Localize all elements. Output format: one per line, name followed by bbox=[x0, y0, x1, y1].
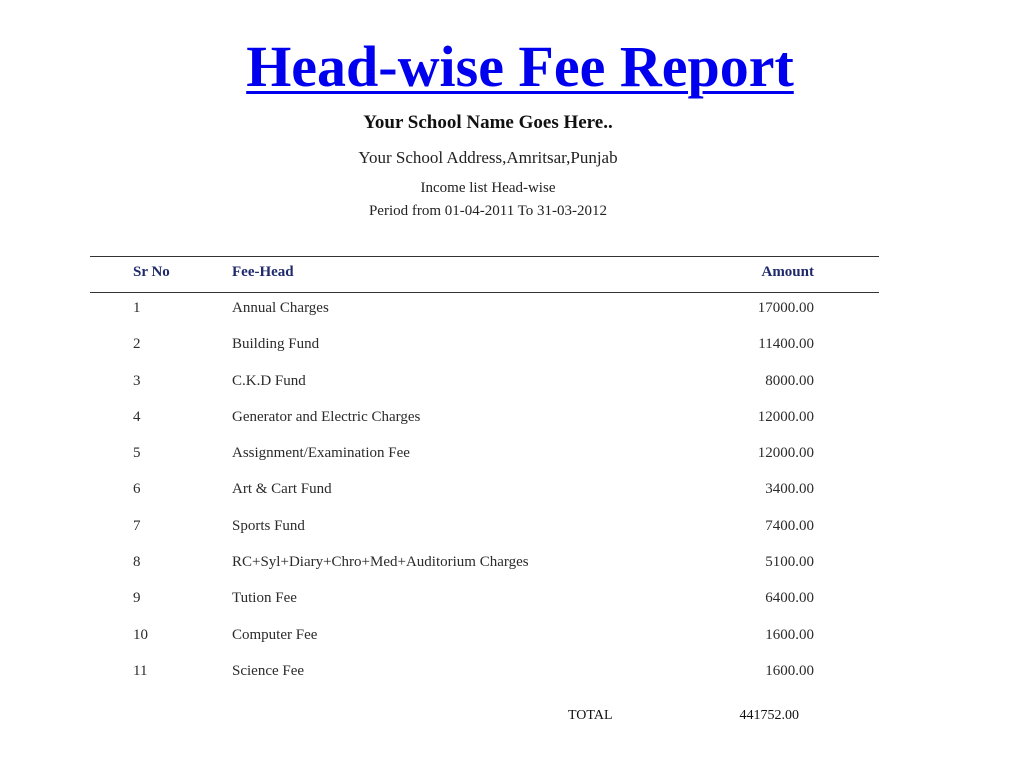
table-row bbox=[0, 409, 1024, 445]
row-fee-head: Annual Charges bbox=[232, 300, 329, 316]
row-fee-head: C.K.D Fund bbox=[232, 372, 306, 389]
column-header-srno: Sr No bbox=[133, 264, 170, 280]
row-fee-head: Assignment/Examination Fee bbox=[232, 445, 410, 462]
row-srno: 10 bbox=[133, 626, 148, 643]
row-amount: 6400.00 bbox=[765, 590, 814, 607]
row-srno: 2 bbox=[133, 336, 141, 353]
column-header-amount: Amount bbox=[761, 264, 814, 280]
row-amount: 17000.00 bbox=[757, 300, 814, 316]
row-fee-head: Science Fee bbox=[232, 662, 305, 679]
row-fee-head: Generator and Electric Charges bbox=[232, 408, 421, 425]
row-srno: 1 bbox=[133, 300, 141, 316]
fee-table-body bbox=[0, 300, 1024, 699]
row-fee-head: RC+Syl+Diary+Chro+Med+Auditorium Charges bbox=[232, 554, 529, 571]
table-row bbox=[0, 554, 1024, 590]
row-srno: 5 bbox=[133, 445, 141, 462]
row-srno: 7 bbox=[133, 517, 141, 534]
row-amount: 12000.00 bbox=[757, 445, 814, 462]
row-srno: 11 bbox=[133, 662, 148, 679]
row-fee-head: Tution Fee bbox=[232, 590, 297, 607]
table-row bbox=[0, 445, 1024, 481]
row-srno: 8 bbox=[133, 554, 141, 571]
row-srno: 6 bbox=[133, 481, 141, 498]
row-srno: 9 bbox=[133, 590, 141, 607]
report-subtitle: Income list Head-wise bbox=[420, 180, 556, 196]
row-amount: 1600.00 bbox=[765, 662, 814, 679]
row-amount: 7400.00 bbox=[765, 517, 814, 534]
column-header-fee-head: Fee-Head bbox=[232, 264, 294, 280]
row-fee-head: Art & Cart Fund bbox=[232, 481, 332, 498]
row-amount: 1600.00 bbox=[765, 626, 814, 643]
table-header-divider bbox=[90, 292, 879, 293]
row-amount: 8000.00 bbox=[765, 372, 814, 389]
row-fee-head: Building Fund bbox=[232, 336, 320, 353]
row-srno: 4 bbox=[133, 408, 141, 425]
table-row bbox=[0, 627, 1024, 663]
row-amount: 11400.00 bbox=[758, 336, 814, 353]
row-amount: 5100.00 bbox=[765, 554, 814, 571]
table-row bbox=[0, 518, 1024, 554]
row-amount: 3400.00 bbox=[765, 481, 814, 498]
table-row bbox=[0, 373, 1024, 409]
total-label: TOTAL bbox=[568, 708, 613, 723]
table-row bbox=[0, 300, 1024, 336]
report-period: Period from 01-04-2011 To 31-03-2012 bbox=[368, 203, 608, 219]
row-amount: 12000.00 bbox=[757, 408, 814, 425]
table-row bbox=[0, 336, 1024, 372]
table-row bbox=[0, 663, 1024, 699]
table-top-divider bbox=[90, 256, 879, 257]
school-address: Your School Address,Amritsar,Punjab bbox=[358, 148, 618, 167]
school-name: Your School Name Goes Here.. bbox=[363, 112, 613, 133]
table-row bbox=[0, 590, 1024, 626]
row-fee-head: Sports Fund bbox=[232, 517, 305, 534]
row-fee-head: Computer Fee bbox=[232, 626, 318, 643]
page-title: Head-wise Fee Report bbox=[246, 34, 794, 99]
total-value: 441752.00 bbox=[739, 708, 799, 723]
table-row bbox=[0, 481, 1024, 517]
row-srno: 3 bbox=[133, 372, 141, 389]
